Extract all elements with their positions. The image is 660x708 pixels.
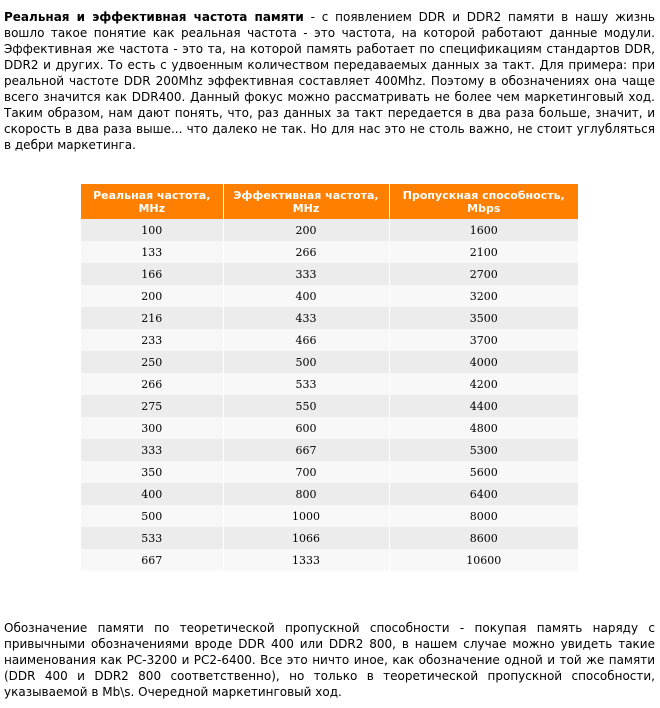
cell-effective-frequency: 266	[223, 241, 389, 263]
cell-real-frequency: 266	[81, 373, 223, 395]
cell-effective-frequency: 1333	[223, 549, 389, 571]
header-bandwidth: Пропускная способность, Mbps	[389, 184, 578, 219]
cell-effective-frequency: 600	[223, 417, 389, 439]
table-row	[81, 241, 578, 263]
cell-real-frequency: 100	[81, 219, 223, 241]
cell-real-frequency: 350	[81, 461, 223, 483]
cell-bandwidth: 4000	[389, 351, 578, 373]
table-row	[81, 285, 578, 307]
cell-bandwidth: 8000	[389, 505, 578, 527]
table-body	[81, 219, 578, 571]
outro-text: Обозначение памяти по теоретической пропускной способности - покупая память наряду с привычными обозначениями вроде DDR 400 или DDR2 800, в нашем случае можно увидеть такие наименования как PC-3200 и PC2-6400. Все это ничто иное, как обозначение одной и той же памяти (DDR 400 и DDR2 800 соответственно), но только в теоретической пропускной способности, указываемой в Mb\s. Очередной маркетинговый ход.	[4, 621, 655, 699]
cell-bandwidth: 6400	[389, 483, 578, 505]
intro-text: - с появлением DDR и DDR2 памяти в нашу жизнь вошло такое понятие как реальная частота - это частота, на которой работают данные модули. Эффективная же частота - это та, на которой память работает по спецификациям стандартов DDR, DDR2 и других. То есть с удвоенным количеством передаваемых данных за такт. Для примера: при реальной частоте DDR 200Mhz эффективная составляет 400Mhz. Поэтому в обозначениях она чаще всего значится как DDR400. Данный фокус можно рассматривать не более чем маркетинговый ход. Таким образом, нам дают понять, что, раз данных за такт передается в два раза больше, значит, и скорость в два раза выше... что далеко не так. Но для нас это не столь важно, не стоит углубляться в дебри маркетинга.	[4, 10, 655, 152]
cell-effective-frequency: 433	[223, 307, 389, 329]
header-effective-frequency: Эффективная частота, MHz	[223, 184, 389, 219]
table-row	[81, 329, 578, 351]
cell-effective-frequency: 800	[223, 483, 389, 505]
cell-effective-frequency: 700	[223, 461, 389, 483]
intro-heading: Реальная и эффективная частота памяти	[4, 10, 304, 24]
memory-frequency-table	[81, 184, 578, 571]
table-row	[81, 219, 578, 241]
table-row	[81, 549, 578, 571]
cell-real-frequency: 333	[81, 439, 223, 461]
table-row	[81, 461, 578, 483]
cell-effective-frequency: 466	[223, 329, 389, 351]
cell-bandwidth: 3500	[389, 307, 578, 329]
cell-effective-frequency: 400	[223, 285, 389, 307]
cell-real-frequency: 300	[81, 417, 223, 439]
table-row	[81, 439, 578, 461]
table-row	[81, 395, 578, 417]
cell-effective-frequency: 1000	[223, 505, 389, 527]
cell-bandwidth: 10600	[389, 549, 578, 571]
table-row	[81, 505, 578, 527]
cell-bandwidth: 4200	[389, 373, 578, 395]
cell-effective-frequency: 667	[223, 439, 389, 461]
cell-real-frequency: 166	[81, 263, 223, 285]
table-row	[81, 527, 578, 549]
table-row	[81, 351, 578, 373]
cell-effective-frequency: 333	[223, 263, 389, 285]
cell-effective-frequency: 533	[223, 373, 389, 395]
table-row	[81, 483, 578, 505]
table-row	[81, 373, 578, 395]
cell-bandwidth: 4400	[389, 395, 578, 417]
cell-real-frequency: 275	[81, 395, 223, 417]
cell-effective-frequency: 500	[223, 351, 389, 373]
cell-real-frequency: 233	[81, 329, 223, 351]
intro-paragraph	[4, 9, 655, 153]
cell-real-frequency: 667	[81, 549, 223, 571]
cell-bandwidth: 3700	[389, 329, 578, 351]
cell-bandwidth: 1600	[389, 219, 578, 241]
cell-effective-frequency: 200	[223, 219, 389, 241]
table-header-row	[81, 184, 578, 219]
cell-bandwidth: 5300	[389, 439, 578, 461]
cell-real-frequency: 200	[81, 285, 223, 307]
cell-bandwidth: 4800	[389, 417, 578, 439]
cell-bandwidth: 2700	[389, 263, 578, 285]
cell-bandwidth: 5600	[389, 461, 578, 483]
cell-real-frequency: 533	[81, 527, 223, 549]
cell-bandwidth: 3200	[389, 285, 578, 307]
cell-real-frequency: 216	[81, 307, 223, 329]
table-row	[81, 263, 578, 285]
cell-real-frequency: 133	[81, 241, 223, 263]
cell-real-frequency: 250	[81, 351, 223, 373]
table-row	[81, 417, 578, 439]
cell-effective-frequency: 1066	[223, 527, 389, 549]
table-row	[81, 307, 578, 329]
cell-real-frequency: 500	[81, 505, 223, 527]
cell-effective-frequency: 550	[223, 395, 389, 417]
cell-real-frequency: 400	[81, 483, 223, 505]
header-real-frequency: Реальная частота, MHz	[81, 184, 223, 219]
cell-bandwidth: 8600	[389, 527, 578, 549]
outro-paragraph	[4, 620, 655, 700]
cell-bandwidth: 2100	[389, 241, 578, 263]
